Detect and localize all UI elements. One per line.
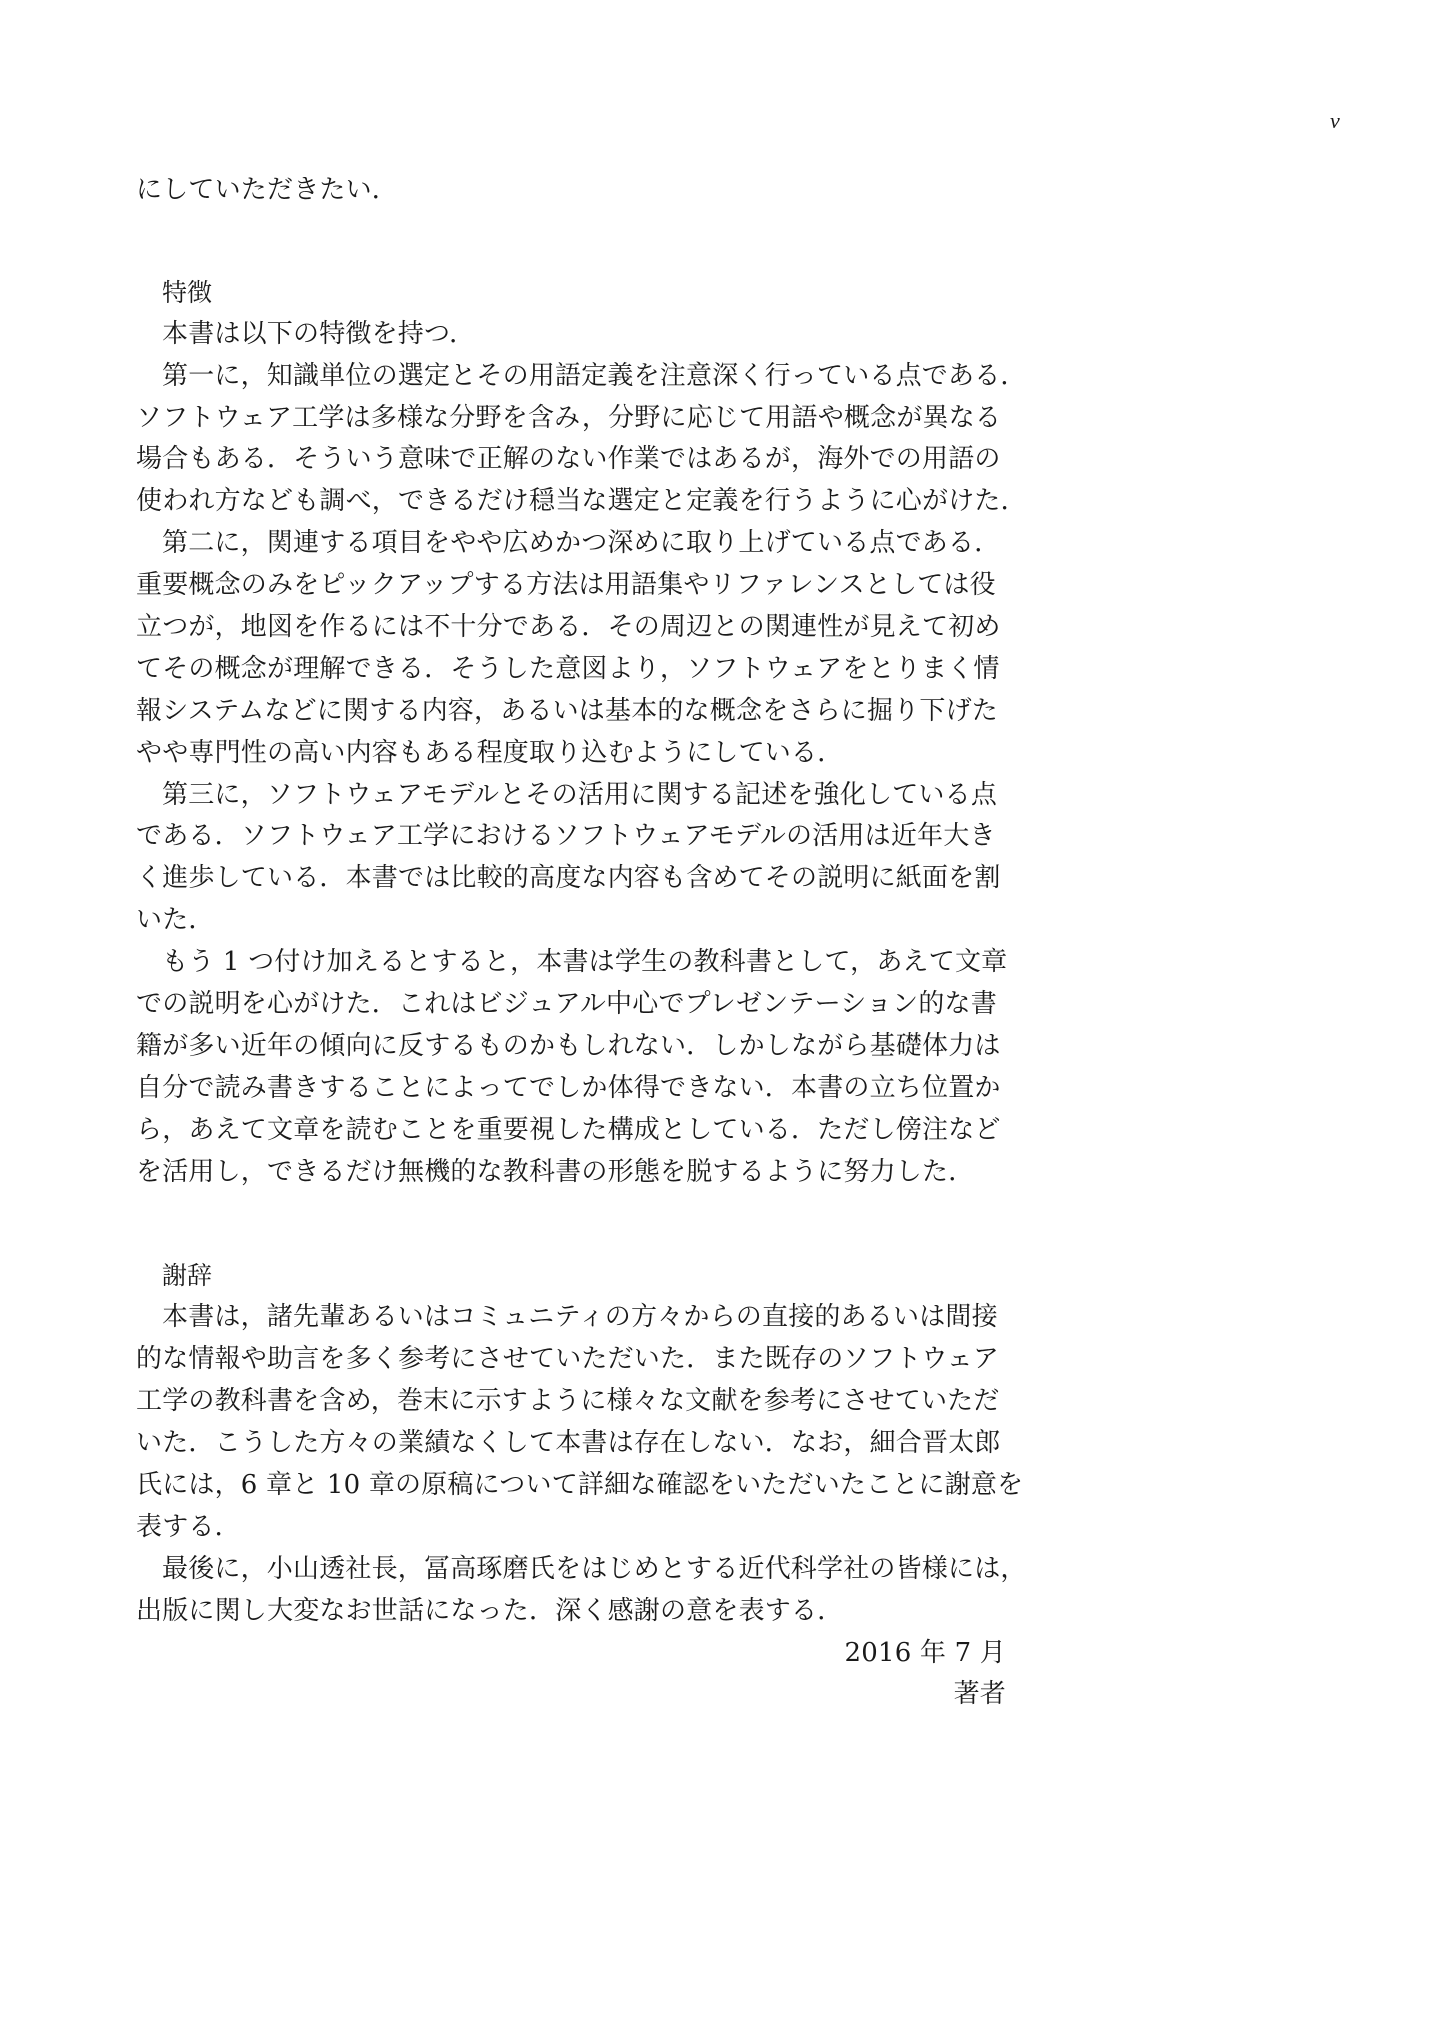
paragraph-line: ソフトウェア工学は多様な分野を含み，分野に応じて用語や概念が異なる bbox=[136, 402, 1002, 433]
paragraph-line: 表する． bbox=[136, 1511, 241, 1542]
page-body bbox=[136, 170, 1027, 1716]
paragraph-line: いた．こうした方々の業績なくして本書は存在しない．なお，細合晋太郎 bbox=[136, 1428, 1001, 1459]
paragraph-line: を活用し，できるだけ無機的な教科書の形態を脱するように努力した． bbox=[136, 1156, 975, 1187]
paragraph-line: 第三に，ソフトウェアモデルとその活用に関する記述を強化している点 bbox=[162, 779, 998, 810]
paragraph-line: ら，あえて文章を読むことを重要視した構成としている．ただし傍注など bbox=[136, 1114, 1001, 1145]
features-section bbox=[136, 314, 1027, 1194]
paragraph-line: いた． bbox=[136, 905, 215, 936]
features-heading: 特徴 bbox=[162, 277, 213, 307]
section-gap bbox=[136, 212, 1006, 272]
paragraph-line: 出版に関し大変なお世話になった．深く感謝の意を表する． bbox=[136, 1595, 844, 1626]
section-gap bbox=[136, 1193, 1006, 1255]
paragraph-line: 第一に，知識単位の選定とその用語定義を注意深く行っている点である． bbox=[162, 360, 1027, 391]
paragraph-line: 氏には，6 章と 10 章の原稿について詳細な確認をいただいたことに謝意を bbox=[136, 1469, 1024, 1500]
paragraph-line: もう 1 つ付け加えるとすると，本書は学生の教科書として，あえて文章 bbox=[162, 947, 1008, 978]
opening-line: にしていただきたい． bbox=[136, 175, 399, 205]
paragraph-line: 立つが，地図を作るには不十分である．その周辺との関連性が見えて初め bbox=[136, 612, 1001, 643]
signature-date: 2016 年 7 月 bbox=[844, 1637, 1006, 1668]
paragraph-line: 場合もある．そういう意味で正解のない作業ではあるが，海外での用語の bbox=[136, 444, 1001, 475]
paragraph-line: 第二に，関連する項目をやや広めかつ深めに取り上げている点である． bbox=[162, 528, 1001, 559]
paragraph-line: く進歩している．本書では比較的高度な内容も含めてその説明に紙面を割 bbox=[136, 863, 1001, 894]
acknowledgements-heading: 謝辞 bbox=[162, 1261, 213, 1291]
paragraph-line: 最後に，小山透社長，冨高琢磨氏をはじめとする近代科学社の皆様には， bbox=[162, 1553, 1027, 1584]
paragraph-line: での説明を心がけた．これはビジュアル中心でプレゼンテーション的な書 bbox=[136, 989, 997, 1020]
paragraph-line: 本書は，諸先輩あるいはコミュニティの方々からの直接的あるいは間接 bbox=[162, 1302, 998, 1333]
paragraph-line: 報システムなどに関する内容，あるいは基本的な概念をさらに掘り下げた bbox=[136, 695, 999, 726]
paragraph-line: 本書は以下の特徴を持つ． bbox=[162, 318, 476, 349]
signature-author: 著者 bbox=[953, 1679, 1006, 1710]
paragraph-line: 的な情報や助言を多く参考にさせていただいた．また既存のソフトウェア bbox=[136, 1344, 1000, 1375]
paragraph-line: 使われ方なども調べ，できるだけ穏当な選定と定義を行うように心がけた． bbox=[136, 486, 1027, 517]
paragraph-line: である．ソフトウェア工学におけるソフトウェアモデルの活用は近年大き bbox=[136, 821, 996, 852]
page-number: v bbox=[1330, 108, 1340, 133]
paragraph-line: やや専門性の高い内容もある程度取り込むようにしている． bbox=[136, 737, 844, 768]
paragraph-line: てその概念が理解できる．そうした意図より，ソフトウェアをとりまく情 bbox=[136, 653, 1000, 684]
paragraph-line: 工学の教科書を含め，巻末に示すように様々な文献を参考にさせていただ bbox=[136, 1386, 1000, 1417]
acknowledgements-section bbox=[136, 1297, 1027, 1632]
paragraph-line: 籍が多い近年の傾向に反するものかもしれない．しかしながら基礎体力は bbox=[136, 1030, 1001, 1061]
paragraph-line: 重要概念のみをピックアップする方法は用語集やリファレンスとしては役 bbox=[136, 570, 996, 601]
paragraph-line: 自分で読み書きすることによってでしか体得できない．本書の立ち位置か bbox=[136, 1072, 1001, 1103]
